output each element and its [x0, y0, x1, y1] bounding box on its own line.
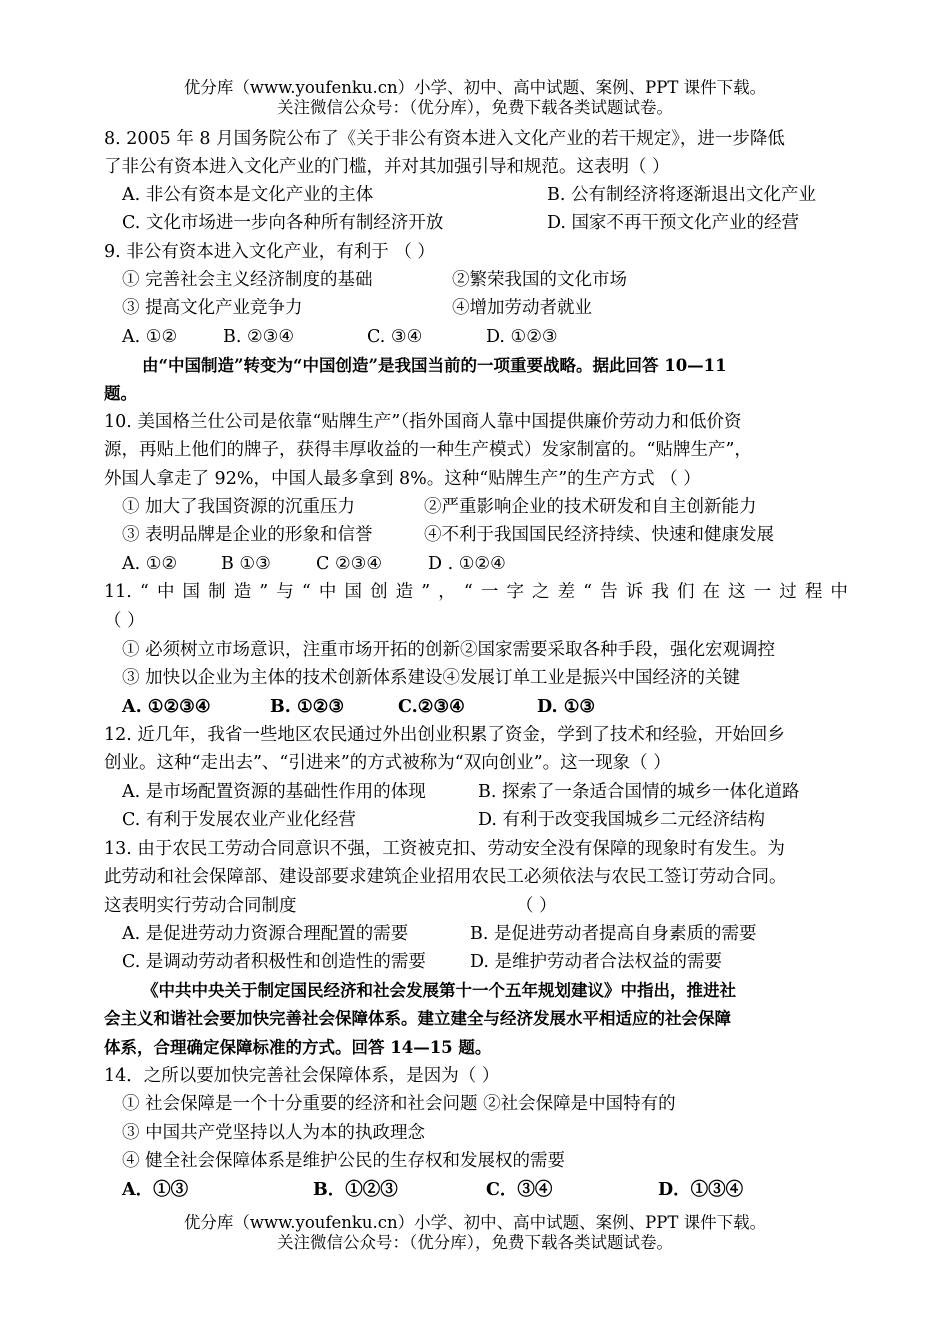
- q8-option-a: A. 非公有资本是文化产业的主体: [122, 185, 374, 205]
- q12-option-d: D. 有利于改变我国城乡二元经济结构: [478, 810, 766, 830]
- q11-stem-char: 一: [480, 582, 499, 602]
- q13-stem-line-3: 这表明实行劳动合同制度: [104, 896, 297, 916]
- q10-item-2: ②严重影响企业的技术研发和自主创新能力: [424, 497, 757, 517]
- q11-option-c: C.②③④: [398, 697, 465, 717]
- q11-stem-char: 字: [506, 582, 524, 602]
- q11-stem-char: 一: [753, 582, 772, 602]
- q11-answer-paren: （ ）: [104, 611, 145, 631]
- q10-option-b: B ①③: [221, 554, 271, 574]
- q11-stem-char: 中: [830, 582, 848, 602]
- q12-option-c: C. 有利于发展农业产业化经营: [122, 810, 356, 830]
- q14-items-1-2: ① 社会保障是一个十分重要的经济和社会问题 ②社会保障是中国特有的: [122, 1094, 676, 1114]
- q10-stem-line-2: 源，再贴上他们的牌子，获得丰厚收益的一种生产模式）发家制富的。“贴牌生产”，: [104, 440, 752, 460]
- q11-stem-char: “: [139, 582, 149, 602]
- q9-option-d: D. ①②③: [486, 327, 558, 347]
- q13-stem-line-2: 此劳动和社会保障部、建设部要求建筑企业招用农民工必须依法与农民工签订劳动合同。: [104, 867, 787, 887]
- intro-14-line-2: 会主义和谐社会要加快完善社会保障体系。建立建全与经济发展水平相适应的社会保障: [104, 1009, 731, 1028]
- q11-stem-char: 程: [804, 582, 823, 602]
- footer-line-1: 优分库（www.youfenku.cn）小学、初中、高中试题、案例、PPT 课件下载。: [183, 1213, 767, 1232]
- q10-option-c: C ②③④: [316, 554, 383, 574]
- q9-item-1: ① 完善社会主义经济制度的基础: [122, 270, 373, 290]
- q11-option-d: D. ①③: [537, 697, 596, 717]
- q14-option-a: A．①③: [122, 1180, 189, 1200]
- q13-option-a: A. 是促进劳动力资源合理配置的需要: [122, 924, 409, 944]
- q8-stem-line-2: 了非公有资本进入文化产业的门槛，并对其加强引导和规范。这表明（ ）: [104, 157, 670, 177]
- q9-item-2: ②繁荣我国的文化市场: [452, 270, 627, 290]
- q11-stem-char: ”: [421, 582, 431, 602]
- q11-stem-char: 之: [532, 582, 550, 602]
- q11-stem-char: 制: [208, 582, 226, 602]
- q9-item-3: ③ 提高文化产业竞争力: [122, 298, 303, 318]
- q9-stem: 9. 非公有资本进入文化产业，有利于 （ ）: [104, 242, 435, 262]
- q11-stem-char: 与: [276, 582, 294, 602]
- footer-line-2: 关注微信公众号：（优分库），免费下载各类试题试卷。: [277, 1233, 673, 1252]
- q11-stem-char: 诉: [625, 582, 644, 602]
- q11-stem-char: 们: [676, 582, 695, 602]
- q12-stem-line-1: 12. 近几年，我省一些地区农民通过外出创业积累了资金，学到了技术和经验，开始回乡: [104, 725, 785, 745]
- q14-item-3: ③ 中国共产党坚持以人为本的执政理念: [122, 1123, 426, 1143]
- q11-stem-char: 造: [233, 582, 252, 602]
- header-line-1: 优分库（www.youfenku.cn）小学、初中、高中试题、案例、PPT 课件下载。: [183, 78, 767, 97]
- intro-14-line-1: 《中共中央关于制定国民经济和社会发展第十一个五年规划建议》中指出，推进社: [142, 981, 736, 1000]
- q11-option-b: B. ①②③: [270, 697, 345, 717]
- q11-stem-char: 我: [651, 582, 669, 602]
- q11-stem-char: ”: [259, 582, 269, 602]
- q10-stem-line-3: 外国人拿走了 92%，中国人最多拿到 8%。这种“贴牌生产”的生产方式 （ ）: [104, 469, 701, 489]
- q9-option-b: B. ②③④: [223, 327, 295, 347]
- q11-items-1-2: ① 必须树立市场意识，注重市场开拓的创新②国家需要采取各种手段，强化宏观调控: [122, 640, 776, 660]
- q11-stem-char: “: [583, 582, 593, 602]
- q11-stem-char: 国: [182, 582, 201, 602]
- q11-stem-char: 告: [600, 582, 618, 602]
- q11-stem-char: 在: [702, 582, 721, 602]
- q13-stem-line-1: 13. 由于农民工劳动合同意识不强，工资被克扣、劳动安全没有保障的现象时有发生。为: [104, 839, 785, 859]
- intro-10-line-2: 题。: [104, 384, 137, 403]
- q10-option-d: D . ①②④: [428, 554, 506, 574]
- q10-stem-line-1: 10. 美国格兰仕公司是依靠“贴牌生产”（指外国商人靠中国提供廉价劳动力和低价资: [104, 412, 742, 432]
- q11-stem-char: 中: [156, 582, 175, 602]
- q11-option-a: A. ①②③④: [122, 697, 211, 717]
- header-line-2: 关注微信公众号：（优分库），免费下载各类试题试卷。: [277, 98, 673, 117]
- q11-stem-char: 中: [318, 582, 337, 602]
- q10-item-1: ① 加大了我国资源的沉重压力: [122, 497, 356, 517]
- q9-option-c: C. ③④: [367, 327, 423, 347]
- q8-option-c: C. 文化市场进一步向各种所有制经济开放: [122, 213, 444, 233]
- q12-option-b: B. 探索了一条适合国情的城乡一体化道路: [478, 782, 800, 802]
- q9-item-4: ④增加劳动者就业: [452, 298, 592, 318]
- q13-option-c: C. 是调动劳动者积极性和创造性的需要: [122, 952, 426, 972]
- q8-stem-line-1: 8. 2005 年 8 月国务院公布了《关于非公有资本进入文化产业的若干规定》，进一步降低: [104, 129, 785, 149]
- q13-answer-paren: （ ）: [516, 896, 557, 916]
- q12-stem-line-2: 创业。这种“走出去”、“引进来”的方式被称为“双向创业”。这一现象（ ）: [104, 753, 671, 773]
- q14-stem: 14．之所以要加快完善社会保障体系，是因为（ ）: [104, 1066, 500, 1086]
- q11-stem-char: 这: [728, 582, 746, 602]
- q11-stem-char: 国: [344, 582, 362, 602]
- q11-stem-char: “: [463, 582, 473, 602]
- q14-item-4: ④ 健全社会保障体系是维护公民的生存权和发展权的需要: [122, 1151, 566, 1171]
- q11-stem-char: “: [301, 582, 311, 602]
- q11-items-3-4: ③ 加快以企业为主体的技术创新体系建设④发展订单工业是振兴中国经济的关键: [122, 668, 741, 688]
- q14-option-d: D．①③④: [658, 1180, 744, 1200]
- q10-option-a: A. ①②: [122, 554, 178, 574]
- q8-option-d: D. 国家不再干预文化产业的经营: [547, 213, 800, 233]
- q10-item-4: ④不利于我国国民经济持续、快速和健康发展: [424, 525, 774, 545]
- q13-option-b: B. 是促进劳动者提高自身素质的需要: [470, 924, 757, 944]
- q12-option-a: A. 是市场配置资源的基础性作用的体现: [122, 782, 426, 802]
- q9-option-a: A. ①②: [122, 327, 178, 347]
- q14-option-b: B．①②③: [313, 1180, 398, 1200]
- q11-stem-char: ，: [438, 582, 456, 602]
- intro-14-line-3: 体系，合理确定保障标准的方式。回答 14—15 题。: [104, 1038, 492, 1057]
- q11-stem-line-1: [104, 579, 848, 605]
- q13-option-d: D. 是维护劳动者合法权益的需要: [470, 952, 723, 972]
- q10-item-3: ③ 表明品牌是企业的形象和信誉: [122, 525, 373, 545]
- q8-option-b: B. 公有制经济将逐渐退出文化产业: [547, 185, 816, 205]
- q11-stem-char: 创: [370, 582, 388, 602]
- q11-stem-char: 造: [395, 582, 414, 602]
- q14-option-c: C．③④: [486, 1180, 553, 1200]
- q11-stem-char: 11.: [104, 582, 132, 602]
- q11-stem-char: 差: [557, 582, 576, 602]
- q11-stem-char: 过: [779, 582, 797, 602]
- intro-10-line-1: 由“中国制造”转变为“中国创造”是我国当前的一项重要战略。据此回答 10—11: [142, 356, 727, 375]
